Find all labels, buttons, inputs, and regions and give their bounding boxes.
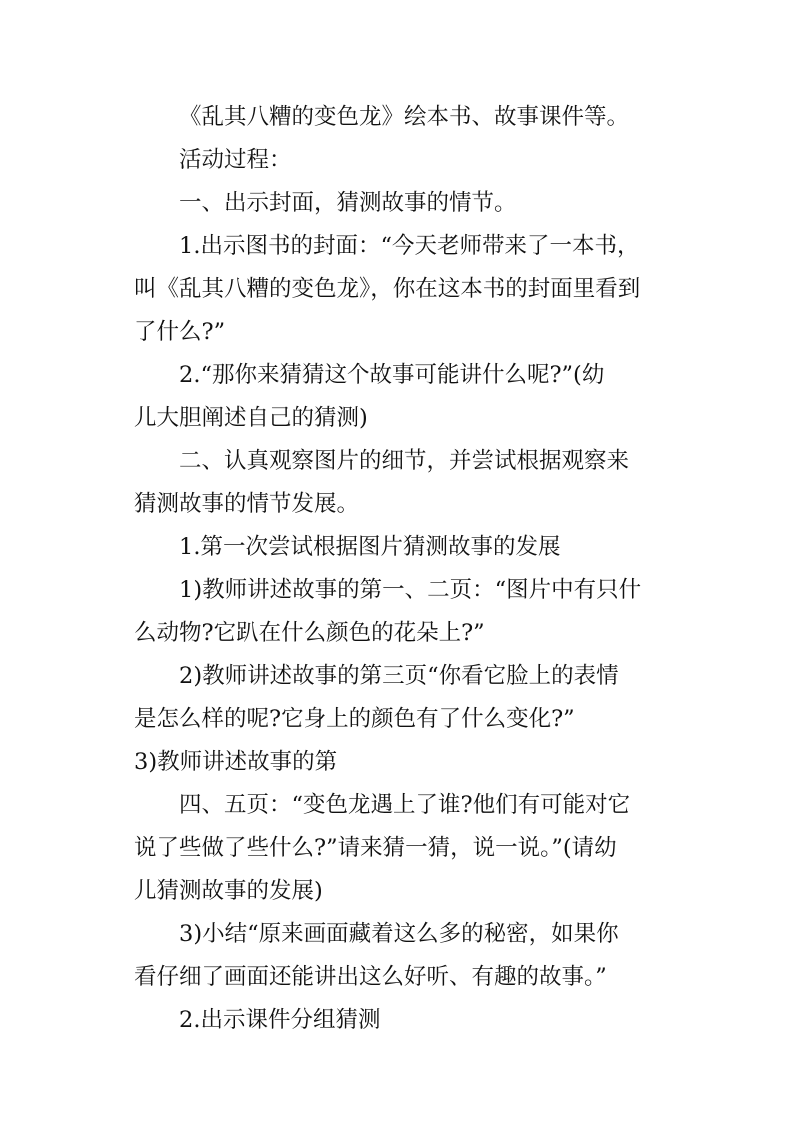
text-line: 四、五页：“变色龙遇上了谁?他们有可能对它 [179, 792, 631, 818]
paragraph-pages-four-five [134, 784, 674, 913]
text-line: 活动过程： [179, 147, 292, 173]
paragraph-summary [134, 913, 674, 999]
text-line: 二、认真观察图片的细节，并尝试根据观察来 [179, 448, 630, 474]
paragraph-group-guess [134, 999, 674, 1042]
text-line: 儿猜测故事的发展) [134, 878, 323, 904]
text-line: 1)教师讲述故事的第一、二页：“图片中有只什 [179, 577, 642, 603]
text-line: 叫《乱其八糟的变色龙》，你在这本书的封面里看到 [134, 276, 641, 302]
text-line: 了什么?” [134, 319, 226, 345]
text-line: 说了些做了些什么?”请来猜一猜，说一说。”(请幼 [134, 835, 617, 861]
text-line: 2.“那你来猜猜这个故事可能讲什么呢?”(幼 [179, 362, 605, 388]
paragraph-page-three [134, 655, 674, 741]
paragraph-step-1-show-cover [134, 225, 674, 354]
text-line: 《乱其八糟的变色龙》绘本书、故事课件等。 [179, 104, 630, 130]
paragraph-section-two-heading [134, 440, 674, 526]
text-line: 2.出示课件分组猜测 [179, 1007, 381, 1033]
paragraph-step-3-partial [134, 741, 674, 784]
paragraph-pages-one-two [134, 569, 674, 655]
text-line: 看仔细了画面还能讲出这么好听、有趣的故事。” [134, 964, 607, 990]
text-line: 3)小结“原来画面藏着这么多的秘密，如果你 [179, 921, 619, 947]
text-line: 2)教师讲述故事的第三页“你看它脸上的表情 [179, 663, 619, 689]
text-line: 么动物?它趴在什么颜色的花朵上?” [134, 620, 485, 646]
paragraph-first-attempt [134, 526, 674, 569]
text-line: 1.出示图书的封面：“今天老师带来了一本书， [179, 233, 640, 259]
text-line: 猜测故事的情节发展。 [134, 491, 360, 517]
text-line: 一、出示封面，猜测故事的情节。 [179, 190, 517, 216]
paragraph-materials [134, 96, 674, 139]
paragraph-section-one-heading [134, 182, 674, 225]
text-line: 1.第一次尝试根据图片猜测故事的发展 [179, 534, 561, 560]
paragraph-activity-process-heading [134, 139, 674, 182]
text-line: 是怎么样的呢?它身上的颜色有了什么变化?” [134, 706, 575, 732]
text-line: 3)教师讲述故事的第 [134, 749, 338, 775]
paragraph-step-2-guess-story [134, 354, 674, 440]
text-line: 儿大胆阐述自己的猜测) [134, 405, 368, 431]
document-body [134, 96, 674, 1042]
